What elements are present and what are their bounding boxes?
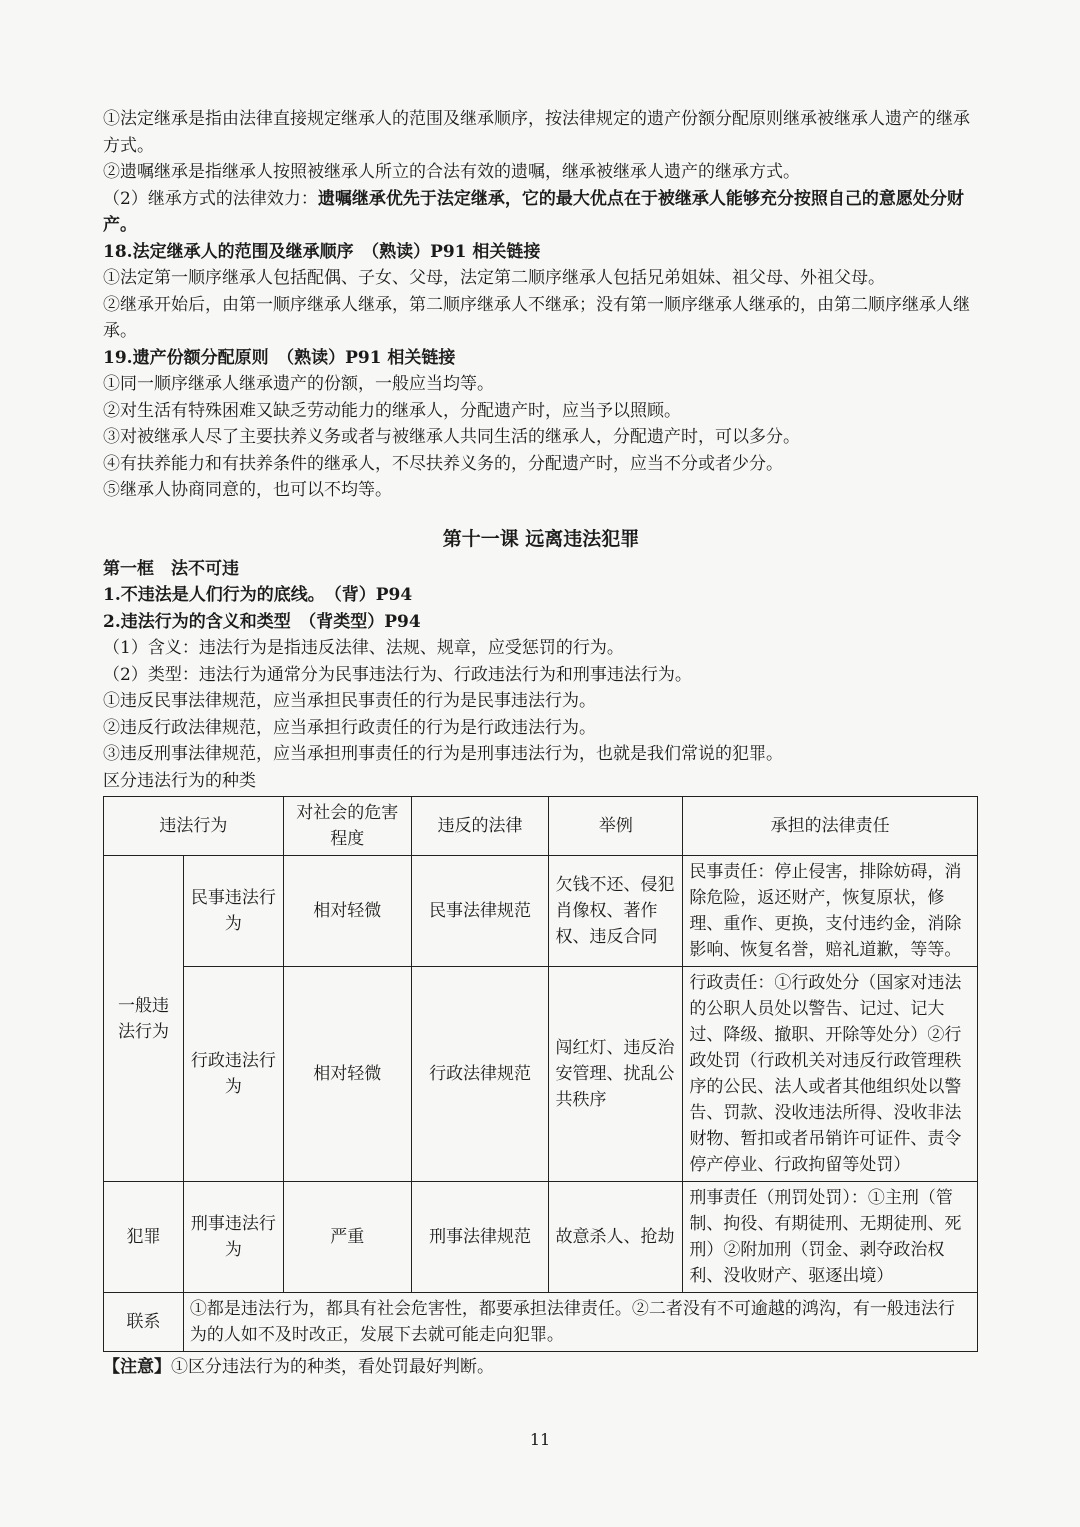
frame-title: 第一框 法不可违: [103, 558, 239, 579]
intro-item-2: ②遗嘱继承是指继承人按照被继承人所立的合法有效的遗嘱，继承被继承人遗产的继承方式。: [103, 162, 800, 182]
row-law: 行政法律规范: [411, 967, 549, 1182]
effect-prefix: （2）继承方式的法律效力：: [103, 188, 318, 209]
section-18-title: 18.法定继承人的范围及继承顺序 （熟读）P91 相关链接: [103, 241, 541, 262]
relation-text: ①都是违法行为，都具有社会危害性，都要承担法律责任。②二者没有不可逾越的鸿沟，有一般违法行为的人如不及时改正，发展下去就可能走向犯罪。: [183, 1293, 977, 1352]
row-type: 刑事违法行为: [183, 1182, 283, 1293]
table-row: [104, 967, 978, 1182]
lesson-item-3: ①违反民事法律规范，应当承担民事责任的行为是民事违法行为。: [103, 691, 596, 711]
table-row: [104, 1182, 978, 1293]
row-liability: 刑事责任（刑罚处罚）：①主刑（管制、拘役、有期徒刑、无期徒刑、死刑）②附加刑（罚金、剥夺政治权利、没收财产、驱逐出境）: [683, 1182, 978, 1293]
section-19-item-4: ④有扶养能力和有扶养条件的继承人，不尽扶养义务的，分配遗产时，应当不分或者少分。: [103, 453, 783, 474]
inheritance-effect: [103, 186, 979, 239]
section-19-item-2: ②对生活有特殊困难又缺乏劳动能力的继承人，分配遗产时，应当予以照顾。: [103, 400, 681, 421]
row-liability: 行政责任：①行政处分（国家对违法的公职人员处以警告、记过、记大过、降级、撤职、开除等处分）②行政处罚（行政机关对违反行政管理秩序的公民、法人或者其他组织处以警告、罚款、没收违法所得、没收非法财物、暂扣或者吊销许可证件、责令停产停业、行政拘留等处罚）: [683, 967, 978, 1182]
row-law: 民事法律规范: [411, 856, 549, 967]
relation-label: 联系: [104, 1293, 184, 1352]
section-18-item-2: ②继承开始后，由第一顺序继承人继承，第二顺序继承人不继承；没有第一顺序继承人继承的，由第二顺序继承人继承。: [103, 294, 970, 341]
lesson-item-5: ③违反刑事法律规范，应当承担刑事责任的行为是刑事违法行为，也就是我们常说的犯罪。: [103, 744, 783, 764]
row-type: 民事违法行为: [183, 856, 283, 967]
row-harm: 相对轻微: [283, 967, 411, 1182]
document-page: [103, 106, 979, 1381]
note-text: ①区分违法行为的种类，看处罚最好判断。: [171, 1357, 494, 1377]
page-number: 11: [529, 1430, 551, 1449]
note-label: 【注意】: [103, 1357, 171, 1377]
lesson-title: 第十一课 远离违法犯罪: [442, 527, 640, 550]
table-row: [104, 856, 978, 967]
section-19-title: 19.遗产份额分配原则 （熟读）P91 相关链接: [103, 347, 456, 368]
intro-item-1: ①法定继承是指由法律直接规定继承人的范围及继承顺序，按法律规定的遗产份额分配原则继承被继承人遗产的继承方式。: [103, 109, 970, 156]
section-19-item-3: ③对被继承人尽了主要扶养义务或者与被继承人共同生活的继承人，分配遗产时，可以多分。: [103, 427, 800, 447]
row-example: 故意杀人、抢劫: [549, 1182, 683, 1293]
table-caption: 区分违法行为的种类: [103, 770, 256, 791]
header-liability: 承担的法律责任: [683, 797, 978, 856]
section-18-item-1: ①法定第一顺序继承人包括配偶、子女、父母，法定第二顺序继承人包括兄弟姐妹、祖父母、外祖父母。: [103, 268, 885, 288]
row-harm: 严重: [283, 1182, 411, 1293]
section-19-item-5: ⑤继承人协商同意的，也可以不均等。: [103, 480, 392, 500]
section-19-item-1: ①同一顺序继承人继承遗产的份额，一般应当均等。: [103, 374, 494, 394]
row-liability: 民事责任：停止侵害，排除妨碍，消除危险，返还财产，恢复原状，修理、重作、更换，支付违约金，消除影响、恢复名誉，赔礼道歉，等等。: [683, 856, 978, 967]
table-header-row: [104, 797, 978, 856]
row-harm: 相对轻微: [283, 856, 411, 967]
lesson-item-4: ②违反行政法律规范，应当承担行政责任的行为是行政违法行为。: [103, 717, 596, 738]
row-example: 闯红灯、违反治安管理、扰乱公共秩序: [549, 967, 683, 1182]
lesson-item-2: （2）类型：违法行为通常分为民事违法行为、行政违法行为和刑事违法行为。: [103, 664, 692, 685]
effect-bold-text: 遗嘱继承优先于法定继承，它的最大优点在于被继承人能够充分按照自己的意愿处分财产。: [103, 188, 964, 235]
crime-label: 犯罪: [104, 1182, 184, 1293]
relation-row: [104, 1293, 978, 1352]
violation-types-table: [103, 796, 978, 1352]
header-example: 举例: [549, 797, 683, 856]
general-violation-label: 一般违法行为: [104, 856, 184, 1182]
header-harm: 对社会的危害程度: [283, 797, 411, 856]
point-2: 2.违法行为的含义和类型 （背类型）P94: [103, 611, 421, 632]
note: [103, 1354, 979, 1381]
lesson-item-1: （1）含义：违法行为是指违反法律、法规、规章，应受惩罚的行为。: [103, 638, 624, 658]
row-law: 刑事法律规范: [411, 1182, 549, 1293]
header-violation: 违法行为: [104, 797, 284, 856]
header-law: 违反的法律: [411, 797, 549, 856]
row-type: 行政违法行为: [183, 967, 283, 1182]
row-example: 欠钱不还、侵犯肖像权、著作权、违反合同: [549, 856, 683, 967]
point-1: 1.不违法是人们行为的底线。 （背）P94: [103, 585, 413, 605]
